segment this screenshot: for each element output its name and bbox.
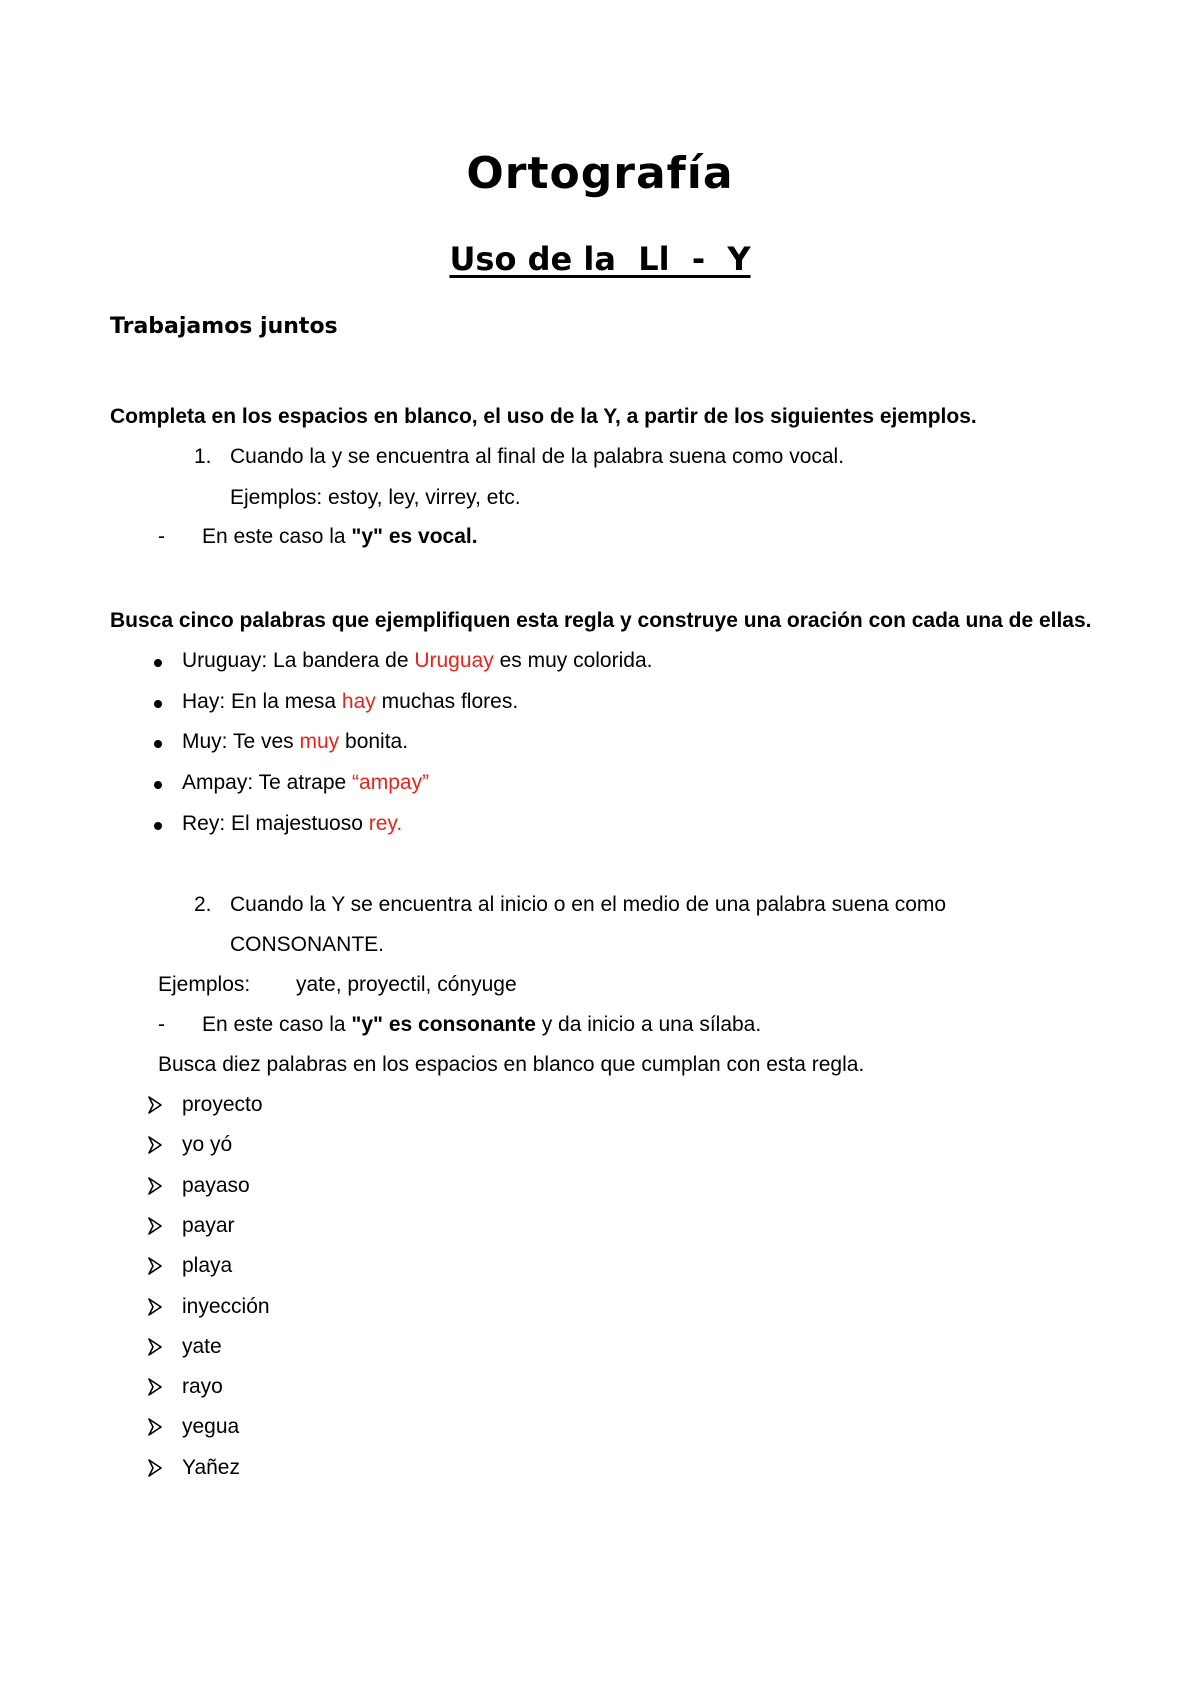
bullet-icon [154,700,162,708]
rule1-text: Cuando la y se encuentra al final de la palabra suena como vocal. [230,445,845,468]
rule2-task: Busca diez palabras en los espacios en blanco que cumplan con esta regla. [158,1053,865,1076]
rule2-note: En este caso la "y" es consonante y da inicio a una sílaba. [202,1013,762,1036]
sentence-text: Muy: Te ves muy bonita. [182,730,409,753]
word-item: yo yó [182,1133,233,1156]
arrow-bullet-icon [148,1136,162,1159]
arrow-bullet-icon [148,1257,162,1280]
rule2-number: 2. [194,893,212,916]
subtitle-text: Uso de la Ll - Y [449,240,751,278]
arrow-bullet-icon [148,1177,162,1200]
rule1-note-prefix: En este caso la [202,525,352,548]
rule2-line2: CONSONANTE. [230,933,385,956]
sentence-text: Rey: El majestuoso rey. [182,812,403,835]
list-item [154,648,162,674]
rule1-number: 1. [194,445,212,468]
word-item: proyecto [182,1093,263,1116]
bullet-icon [154,822,162,830]
list-item [154,729,162,755]
rule2-examples-label: Ejemplos: [158,973,251,996]
highlighted-word: “ampay” [352,771,430,794]
arrow-bullet-icon [148,1418,162,1441]
word-item: payar [182,1214,235,1237]
section-heading: Trabajamos juntos [110,314,338,339]
page-subtitle [0,240,1200,278]
word-item: payaso [182,1174,250,1197]
bullet-icon [154,781,162,789]
list-item [154,811,162,837]
word-item: inyección [182,1295,270,1318]
page-title: Ortografía [466,148,734,199]
highlighted-word: muy [299,730,340,753]
word-item: rayo [182,1375,223,1398]
word-item: yegua [182,1415,240,1438]
arrow-bullet-icon [148,1378,162,1401]
word-item: Yañez [182,1456,240,1479]
highlighted-word: hay [341,690,376,713]
arrow-bullet-icon [148,1298,162,1321]
highlighted-word: Uruguay [414,649,494,672]
sentence-text: Uruguay: La bandera de Uruguay es muy colorida. [182,649,653,672]
rule2-note-bold: "y" es consonante [351,1013,536,1036]
bullet-icon [154,659,162,667]
sentence-text: Ampay: Te atrape “ampay” [182,771,430,794]
sentence-text: Hay: En la mesa hay muchas flores. [182,690,519,713]
rule1-note-bold: "y" es vocal. [351,525,478,548]
list-item [154,770,162,796]
rule1-note [202,524,478,550]
bullet-icon [154,740,162,748]
instruction-text: Completa en los espacios en blanco, el uso de la Y, a partir de los siguientes ejemplos. [110,405,977,428]
rule1-dash: - [158,525,165,548]
rule2-examples-words: yate, proyectil, cónyuge [296,973,517,996]
highlighted-word: rey. [368,812,403,835]
arrow-bullet-icon [148,1338,162,1361]
arrow-bullet-icon [148,1459,162,1482]
word-item: yate [182,1335,222,1358]
rule2-dash: - [158,1013,165,1036]
rule2-line1: Cuando la Y se encuentra al inicio o en el medio de una palabra suena como [230,893,947,916]
rule1-examples: Ejemplos: estoy, ley, virrey, etc. [230,486,521,509]
arrow-bullet-icon [148,1217,162,1240]
word-item: playa [182,1254,233,1277]
list-item [154,689,162,715]
arrow-bullet-icon [148,1096,162,1119]
task1-text: Busca cinco palabras que ejemplifiquen esta regla y construye una oración con cada una de ellas. [110,609,1092,632]
